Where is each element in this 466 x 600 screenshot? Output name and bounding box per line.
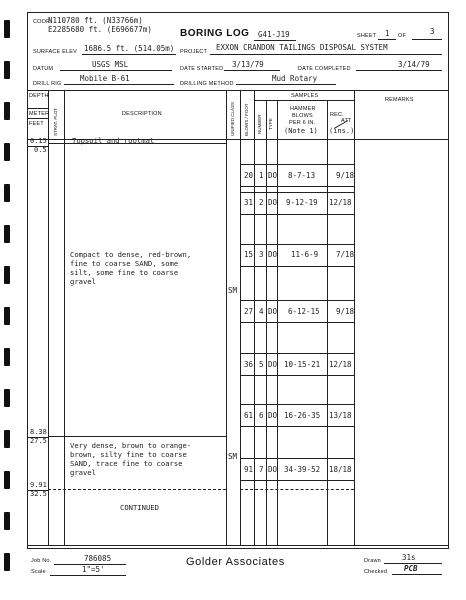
drilling-method: Mud Rotary	[272, 74, 318, 83]
blows-per-foot: 20	[244, 171, 254, 180]
punch-hole	[4, 266, 10, 284]
recovery: 12/18	[329, 198, 352, 207]
sample-number: 3	[259, 250, 264, 259]
scale-label: Scale	[31, 569, 46, 575]
recovery: 18/18	[329, 465, 352, 474]
hammer-blows: 11-6-9	[291, 250, 319, 259]
blows-header: BLOWS	[292, 113, 313, 119]
company-name: Golder Associates	[186, 556, 285, 568]
scale-value: 1"=5'	[82, 565, 105, 574]
drill-rig-label: DRILL RIG	[33, 81, 62, 87]
drilling-method-label: DRILLING METHOD	[180, 81, 234, 87]
meter-header: METER	[29, 111, 50, 117]
project-label: PROJECT	[180, 49, 208, 55]
blows-per-foot: 15	[244, 250, 254, 259]
sample-number: 5	[259, 360, 264, 369]
datum: USGS MSL	[92, 60, 129, 69]
sample-type: DO	[268, 198, 278, 207]
depth-mark: 0.15	[30, 137, 47, 145]
layer-description: Topsoil and rootmat	[72, 136, 155, 145]
strat-plot-header: STRAT. PLOT	[53, 107, 58, 136]
drill-rig: Mobile B-61	[80, 74, 130, 83]
layer-description: Compact to dense, red-brown, fine to coarse SAND, some silt, some fine to coarse gravel	[70, 250, 192, 286]
surface-elev: 1686.5 ft. (514.05m)	[84, 44, 175, 53]
depth-mark: 8.38	[30, 428, 47, 436]
samples-header: SAMPLES	[291, 93, 319, 99]
remarks-header: REMARKS	[385, 97, 414, 103]
date-completed: 3/14/79	[398, 60, 430, 69]
number-header: NUMBER	[257, 114, 262, 134]
punch-hole	[4, 102, 10, 120]
job-no-label: Job No.	[31, 558, 52, 564]
sample-type: DO	[268, 250, 278, 259]
sample-number: 6	[259, 411, 264, 420]
continued-label: CONTINUED	[120, 503, 159, 512]
punch-hole	[4, 143, 10, 161]
blows-per-foot: 91	[244, 465, 254, 474]
sheet-total: 3	[430, 27, 435, 36]
sample-type: DO	[268, 411, 278, 420]
hammer-blows: 10-15-21	[284, 360, 321, 369]
coord-line1: N110780 ft. (N33766m)	[48, 16, 143, 25]
of-label: OF	[398, 33, 407, 39]
coord-line2: E2285680 ft. (E696677m)	[48, 25, 152, 34]
surface-elev-label: SURFACE ELEV	[33, 49, 77, 55]
uscs-class: SM	[228, 286, 238, 295]
hammer-blows: 9-12-19	[286, 198, 318, 207]
note-header: (Note 1)	[284, 127, 318, 135]
drawn-label: Drawn	[364, 558, 381, 564]
coord-label: COOR.	[33, 19, 53, 25]
sample-type: DO	[268, 360, 278, 369]
date-completed-label: DATE COMPLETED	[298, 66, 351, 72]
depth-mark: 32.5	[30, 490, 47, 498]
uscs-class: SM	[228, 452, 238, 461]
unified-class-header: UNIFIED CLASS	[230, 101, 235, 136]
recovery: 13/18	[329, 411, 352, 420]
page-title: BORING LOG	[180, 28, 250, 39]
punch-hole	[4, 184, 10, 202]
recovery: 9/18	[336, 307, 355, 316]
ins-header: (ins.)	[329, 127, 355, 135]
punch-hole	[4, 430, 10, 448]
hammer-blows: 34-39-52	[284, 465, 321, 474]
per-6in-header: PER 6 IN.	[289, 120, 316, 126]
hammer-blows: 16-26-35	[284, 411, 321, 420]
blows-per-foot: 61	[244, 411, 254, 420]
punch-hole	[4, 307, 10, 325]
sheet-label: SHEET	[357, 33, 377, 39]
depth-mark: 0.5	[34, 146, 47, 154]
punch-hole	[4, 553, 10, 571]
punch-hole	[4, 389, 10, 407]
checked-label: Checked	[364, 569, 388, 575]
punch-hole	[4, 512, 10, 530]
sheet-number: 1	[385, 29, 390, 38]
recovery: 9/18	[336, 171, 355, 180]
project-name: EXXON CRANDON TAILINGS DISPOSAL SYSTEM	[216, 43, 388, 52]
depth-mark: 9.91	[30, 481, 47, 489]
punch-hole	[4, 61, 10, 79]
datum-label: DATUM	[33, 66, 54, 72]
boring-number: G41-J19	[258, 30, 290, 39]
sample-number: 1	[259, 171, 264, 180]
punch-hole	[4, 471, 10, 489]
job-number: 786085	[84, 554, 112, 563]
sample-type: DO	[268, 307, 278, 316]
sample-type: DO	[268, 465, 278, 474]
blows-per-foot: 27	[244, 307, 254, 316]
att-header: ATT	[341, 118, 352, 124]
recovery: 7/18	[336, 250, 355, 259]
drawn-by: 31s	[402, 553, 416, 562]
rec-header: REC.	[330, 112, 344, 118]
depth-mark: 27.5	[30, 437, 47, 445]
blows-per-foot: 36	[244, 360, 254, 369]
hammer-header: HAMMER	[290, 106, 316, 112]
layer-description: Very dense, brown to orange- brown, silty fine to coarse SAND, trace fine to coarse gravel	[70, 441, 192, 477]
sample-number: 7	[259, 465, 264, 474]
date-started: 3/13/79	[232, 60, 264, 69]
type-header: TYPE	[268, 118, 273, 130]
punch-hole	[4, 348, 10, 366]
blows-foot-header: BLOWS / FOOT	[244, 103, 249, 136]
feet-header: FEET	[29, 121, 44, 127]
description-header: DESCRIPTION	[122, 111, 162, 117]
sample-type: DO	[268, 171, 278, 180]
checked-by: PCB	[404, 564, 418, 573]
recovery: 12/18	[329, 360, 352, 369]
punch-hole	[4, 20, 10, 38]
hammer-blows: 6-12-15	[288, 307, 320, 316]
sample-number: 2	[259, 198, 264, 207]
depth-header: DEPTH	[29, 93, 49, 99]
hammer-blows: 8-7-13	[288, 171, 316, 180]
blows-per-foot: 31	[244, 198, 254, 207]
date-started-label: DATE STARTED	[180, 66, 224, 72]
sample-number: 4	[259, 307, 264, 316]
punch-hole	[4, 225, 10, 243]
